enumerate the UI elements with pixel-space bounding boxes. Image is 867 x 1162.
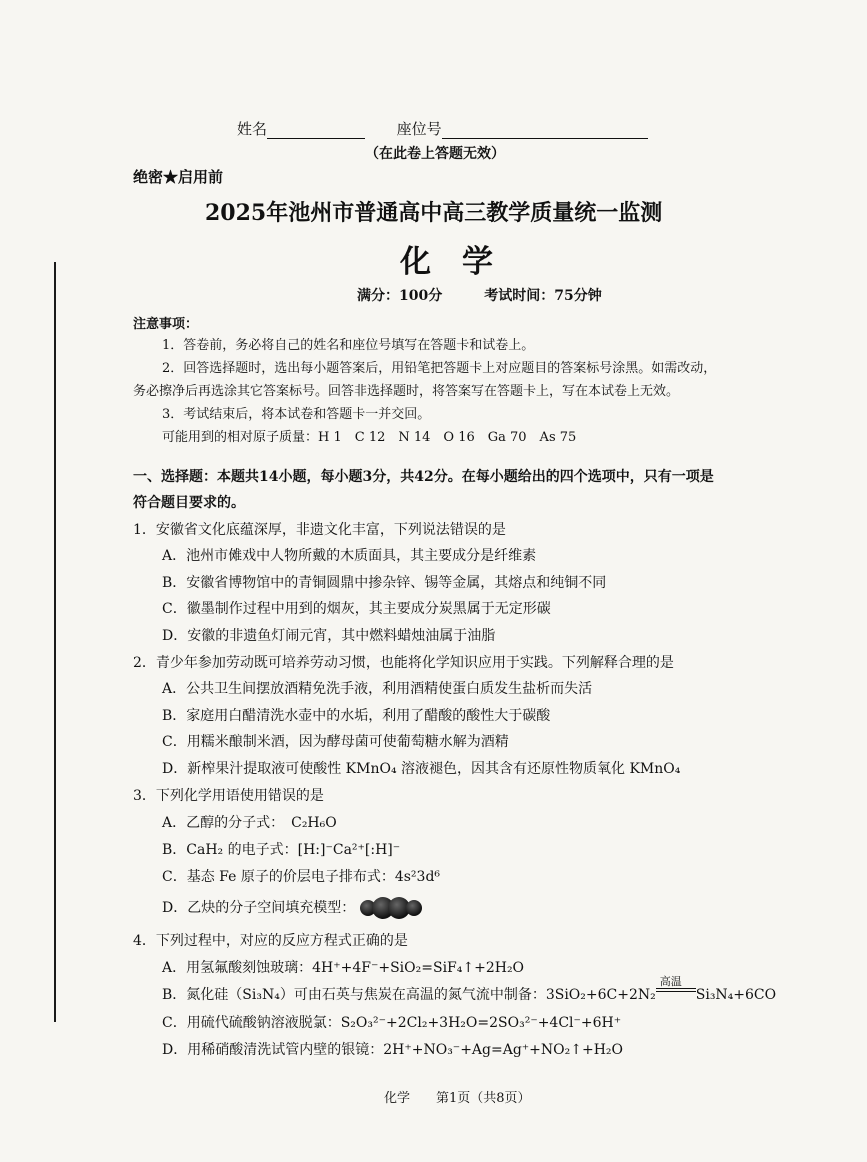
- question-2-option-d: D．新榨果汁提取液可使酸性 KMnO₄ 溶液褪色，因其含有还原性物质氧化 KMnO₄: [162, 761, 681, 777]
- name-blank: [267, 138, 365, 139]
- question-1-option-a: A．池州市傩戏中人物所戴的木质面具，其主要成分是纤维素: [162, 548, 537, 564]
- question-2-option-c: C．用糯米酿制米酒，因为酵母菌可使葡萄糖水解为酒精: [162, 734, 509, 750]
- question-1-option-b: B．安徽省博物馆中的青铜圆鼎中掺杂锌、锡等金属，其熔点和纯铜不同: [162, 575, 607, 591]
- question-1-option-d: D．安徽的非遗鱼灯闹元宵，其中燃料蜡烛油属于油脂: [162, 628, 496, 644]
- question-4-option-c: C．用硫代硫酸钠溶液脱氯：S₂O₃²⁻+2Cl₂+3H₂O=2SO₃²⁻+4Cl⁻+6H⁺: [162, 1015, 622, 1031]
- invalid-note: （在此卷上答题无效）: [365, 146, 505, 162]
- exam-title: 2025年池州市普通高中高三教学质量统一监测: [205, 200, 663, 226]
- question-4-option-b-product: Si₃N₄+6CO: [695, 987, 777, 1003]
- name-seat-row: [237, 118, 648, 139]
- seat-blank: [442, 138, 648, 139]
- question-4-option-b: B．氮化硅（Si₃N₄）可由石英与焦炭在高温的氮气流中制备：3SiO₂+6C+2N₂: [162, 987, 656, 1003]
- question-3-option-b: B．CaH₂ 的电子式：[H:]⁻Ca²⁺[:H]⁻: [162, 842, 401, 858]
- section-heading: 一、选择题：本题共14小题，每小题3分，共42分。在每小题给出的四个选项中，只有一项是: [133, 469, 714, 485]
- question-3-stem: 3．下列化学用语使用错误的是: [133, 788, 324, 804]
- question-1-option-c: C．徽墨制作过程中用到的烟灰，其主要成分炭黑属于无定形碳: [162, 601, 551, 617]
- binding-line: [54, 262, 56, 1022]
- question-2-stem: 2．青少年参加劳动既可培养劳动习惯，也能将化学知识应用于实践。下列解释合理的是: [133, 655, 674, 671]
- acetylene-model-image: [360, 897, 422, 919]
- question-3-option-d: D．乙炔的分子空间填充模型：: [162, 900, 356, 916]
- question-3-option-a: A．乙醇的分子式： C₂H₆O: [162, 815, 337, 831]
- score-time: 满分：100分 考试时间：75分钟: [357, 288, 602, 304]
- condition-arrow: [656, 975, 696, 999]
- question-4-stem: 4．下列过程中，对应的反应方程式正确的是: [133, 933, 408, 949]
- atomic-masses: 可能用到的相对原子质量：H 1 C 12 N 14 O 16 Ga 70 As 75: [162, 430, 577, 445]
- section-heading-cont: 符合题目要求的。: [133, 495, 245, 511]
- secret-mark: 绝密★启用前: [133, 168, 224, 186]
- note-item: 1．答卷前，务必将自己的姓名和座位号填写在答题卡和试卷上。: [162, 338, 535, 353]
- question-3-option-d-row: [162, 897, 422, 919]
- notes-heading: 注意事项：: [133, 317, 199, 332]
- question-2-option-b: B．家庭用白醋清洗水壶中的水垢，利用了醋酸的酸性大于碳酸: [162, 708, 551, 724]
- question-2-option-a: A．公共卫生间摆放酒精免洗手液，利用酒精使蛋白质发生盐析而失活: [162, 681, 593, 697]
- seat-label: 座位号: [396, 120, 442, 138]
- question-1-stem: 1．安徽省文化底蕴深厚，非遗文化丰富，下列说法错误的是: [133, 522, 506, 538]
- note-item: 2．回答选择题时，选出每小题答案后，用铅笔把答题卡上对应题目的答案标号涂黑。如需改动，: [162, 361, 717, 376]
- note-item: 3．考试结束后，将本试卷和答题卡一并交回。: [162, 407, 431, 422]
- condition-label: 高温: [659, 975, 682, 988]
- name-label: 姓名: [237, 120, 268, 138]
- question-4-option-a: A．用氢氟酸刻蚀玻璃：4H⁺+4F⁻+SiO₂=SiF₄↑+2H₂O: [162, 960, 525, 976]
- question-3-option-c: C．基态 Fe 原子的价层电子排布式：4s²3d⁶: [162, 869, 441, 885]
- page-footer: 化学 第1页（共8页）: [384, 1091, 531, 1106]
- subject-title: 化 学: [400, 244, 493, 280]
- question-4-option-d: D．用稀硝酸清洗试管内壁的银镜：2H⁺+NO₃⁻+Ag=Ag⁺+NO₂↑+H₂O: [162, 1042, 624, 1058]
- note-item: 务必擦净后再选涂其它答案标号。回答非选择题时，将答案写在答题卡上，写在本试卷上无效。: [133, 384, 680, 399]
- question-4-option-b-row: [162, 975, 777, 1004]
